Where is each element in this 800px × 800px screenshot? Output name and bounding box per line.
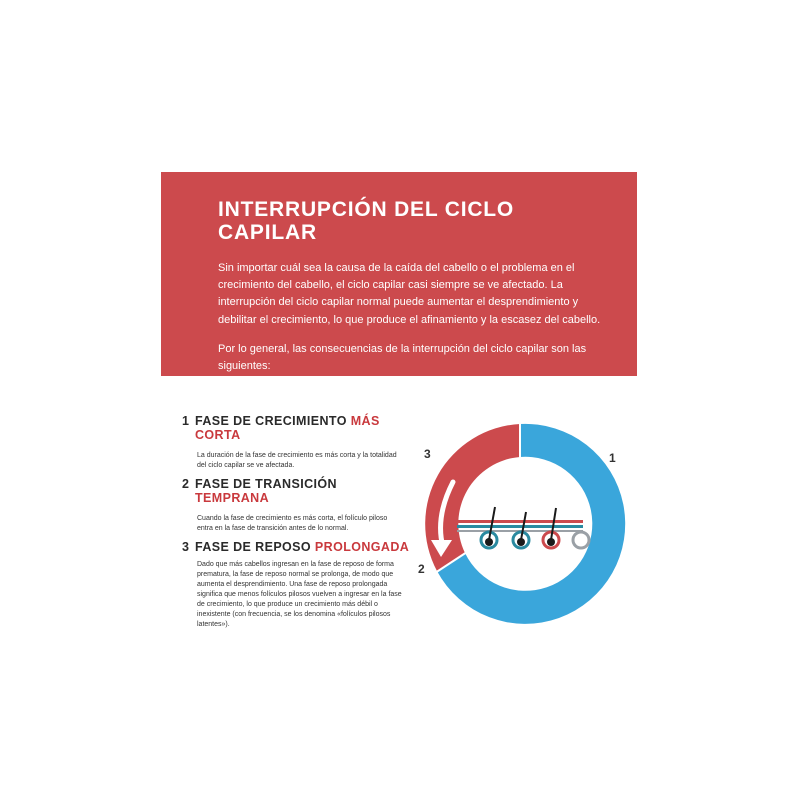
phase-item-3 <box>182 540 412 630</box>
cycle-label-3: 3 <box>424 447 431 461</box>
phase-heading <box>182 414 412 442</box>
phase-item-2 <box>182 477 412 534</box>
phase-number: 1 <box>182 414 190 428</box>
intro-banner <box>161 172 637 376</box>
cycle-label-1: 1 <box>609 451 616 465</box>
page-title: INTERRUPCIÓN DEL CICLO CAPILAR <box>218 198 515 244</box>
phase-number: 2 <box>182 477 190 491</box>
consequences-paragraph: Por lo general, las consecuencias de la interrupción del ciclo capilar son las siguientes: <box>218 342 587 373</box>
phase-title-highlight: MÁS CORTA <box>195 414 380 442</box>
phase-heading <box>182 477 412 505</box>
phase-title-highlight: PROLONGADA <box>314 540 410 554</box>
skin-layer-top <box>457 520 583 523</box>
phase-description: Cuando la fase de crecimiento es más corta, el folículo piloso entra en la fase de transición antes de lo normal. <box>197 515 388 532</box>
cycle-label-2: 2 <box>418 562 425 576</box>
hair-cycle-diagram <box>405 412 635 642</box>
phase-description: La duración de la fase de crecimiento es más corta y la totalidad del ciclo capilar se ve afectada. <box>197 452 397 469</box>
intro-paragraph: Sin importar cuál sea la causa de la caída del cabello o el problema en el crecimiento del cabello, el ciclo capilar casi siempre se ve afectado. La interrupción del ciclo capilar normal puede aumentar el desprendimiento y debilitar el crecimiento, lo que produce el afinamiento y la escasez del cabello. <box>218 262 601 326</box>
skin-layer-middle <box>457 525 583 528</box>
phase-title: FASE DE TRANSICIÓN <box>195 477 337 491</box>
phase-title: FASE DE REPOSO <box>195 540 315 554</box>
phase-item-1 <box>182 414 412 471</box>
phase-number: 3 <box>182 540 190 554</box>
follicle-icon <box>573 532 589 548</box>
phase-heading <box>182 540 412 554</box>
phase-title: FASE DE CRECIMIENTO <box>195 414 351 428</box>
phase-description: Dado que más cabellos ingresan en la fase de reposo de forma prematura, la fase de reposo normal se prolonga, de modo que aumenta el desprendimiento. Una fase de reposo prolongada significa que menos folículos pilosos vuelven a ingresar en la fase de crecimiento, lo que produce un crecimiento más débil o inexistente (con frecuencia, se los denomina «folículos pilosos latentes»). <box>197 561 402 628</box>
phase-title-highlight: TEMPRANA <box>195 491 270 505</box>
